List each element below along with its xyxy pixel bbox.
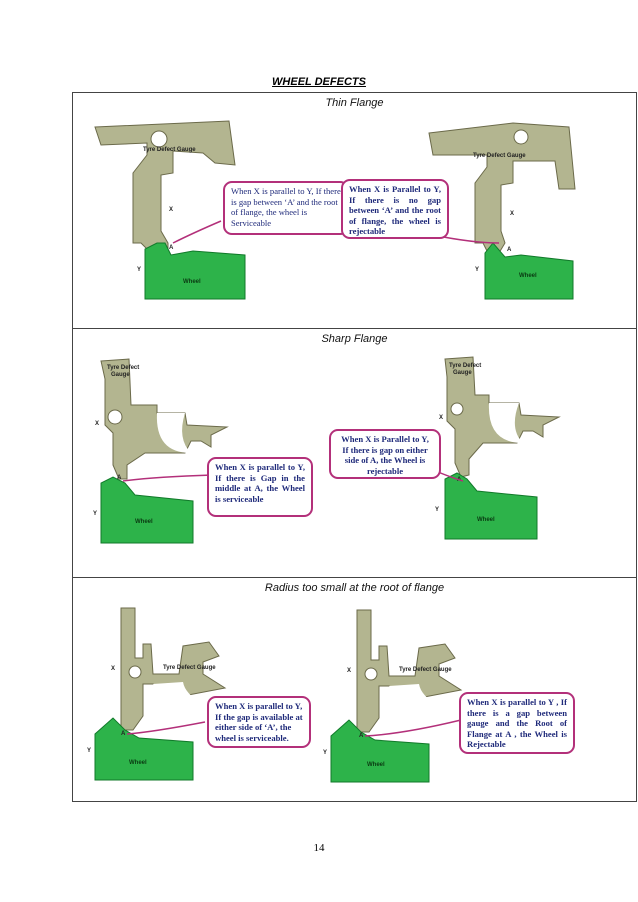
gauge-label-line2: Gauge — [453, 370, 472, 376]
gauge-shape — [429, 123, 575, 253]
wheel-shape — [145, 243, 245, 299]
wheel-label: Wheel — [183, 279, 201, 285]
serviceable-note: When X is parallel to Y, If there is Gap in the middle at A, the Wheel is serviceable — [207, 457, 313, 517]
y-label: Y — [475, 267, 480, 273]
section-title: Sharp Flange — [321, 333, 388, 345]
a-label: A — [359, 733, 364, 739]
callout-pointer — [123, 475, 213, 481]
wheel-label: Wheel — [367, 762, 385, 768]
wheel-label: Wheel — [477, 517, 495, 523]
gauge-label: Tyre Defect Gauge — [399, 667, 452, 673]
callout-pointer — [173, 221, 221, 243]
y-label: Y — [323, 750, 328, 756]
radius-diagram — [73, 578, 637, 802]
section-title: Thin Flange — [325, 97, 384, 109]
gauge-label: Tyre Defect Gauge — [163, 665, 216, 671]
gauge-label-line1: Tyre Defect — [107, 365, 140, 371]
gauge-label-line2: Gauge — [111, 372, 130, 378]
serviceable-note: When X is parallel to Y, If there is gap between ‘A’ and the root of flange, the wheel is Serviceable — [223, 181, 349, 235]
x-label: X — [111, 666, 116, 672]
a-label: A — [117, 475, 122, 481]
gauge-label-line1: Tyre Defect — [449, 363, 482, 369]
a-label: A — [169, 245, 174, 251]
y-label: Y — [435, 507, 440, 513]
y-label: Y — [87, 748, 92, 754]
callout-pointer — [127, 722, 205, 734]
x-label: X — [169, 207, 174, 213]
x-label: X — [347, 668, 352, 674]
y-label: Y — [137, 267, 142, 273]
gauge-label: Tyre Defect Gauge — [143, 147, 196, 153]
rejectable-note: When X is parallel to Y , If there is a gap between gauge and the Root of Flange at A , the Wheel is Rejectable — [459, 692, 575, 754]
x-label: X — [510, 211, 515, 217]
a-label: A — [121, 731, 126, 737]
section-title: Radius too small at the root of flange — [264, 582, 445, 594]
rejectable-note: When X is Parallel to Y, If there is gap on either side of A, the Wheel is rejectable — [329, 429, 441, 479]
wheel-label: Wheel — [135, 519, 153, 525]
y-label: Y — [93, 511, 98, 517]
section-thin-flange — [72, 92, 637, 329]
wheel-shape — [485, 243, 573, 299]
a-label: A — [507, 247, 512, 253]
gauge-label: Tyre Defect Gauge — [473, 153, 526, 159]
page-number: 14 — [313, 842, 325, 854]
section-radius-too-small — [72, 577, 637, 802]
wheel-label: Wheel — [519, 273, 537, 279]
x-label: X — [95, 421, 100, 427]
a-label: A — [457, 477, 462, 483]
document-title: WHEEL DEFECTS — [272, 76, 366, 88]
serviceable-note: When X is parallel to Y, If the gap is available at either side of ‘A’, the wheel is serviceable. — [207, 696, 311, 748]
wheel-shape — [101, 477, 193, 543]
wheel-label: Wheel — [129, 760, 147, 766]
x-label: X — [439, 415, 444, 421]
callout-pointer — [365, 720, 461, 736]
section-sharp-flange — [72, 328, 637, 578]
gauge-shape — [95, 121, 235, 253]
rejectable-note: When X is Parallel to Y, If there is no gap between ‘A’ and the root of flange, the wheel is rejectable — [341, 179, 449, 239]
